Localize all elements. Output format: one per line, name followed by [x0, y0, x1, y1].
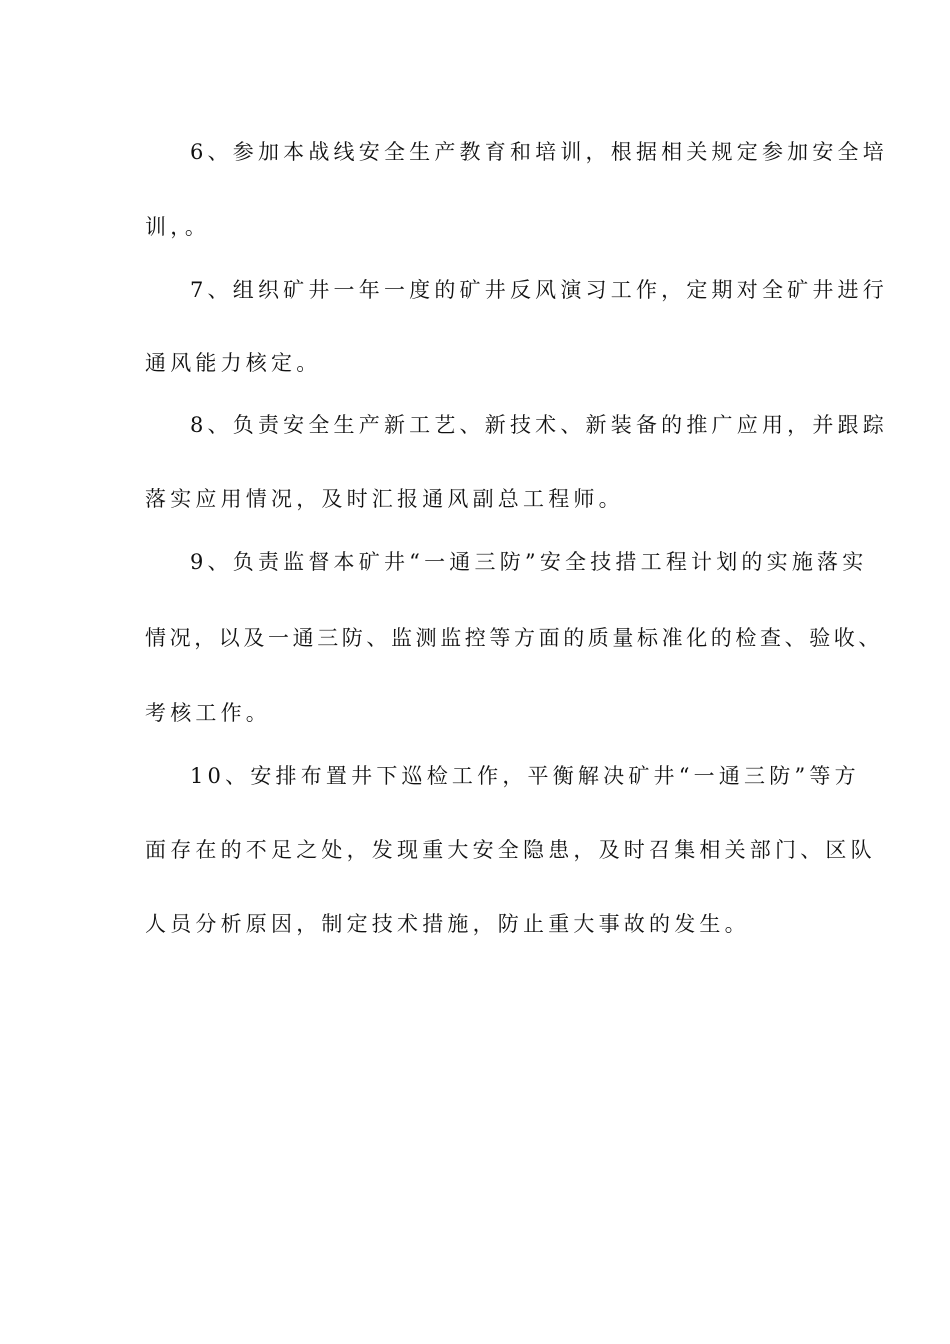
paragraph-10-line-3: 人员分析原因，制定技术措施，防止重大事故的发生。	[145, 912, 750, 936]
paragraph-8-line-1: 8、负责安全生产新工艺、新技术、新装备的推广应用，并跟踪	[190, 413, 888, 437]
paragraph-10-line-1: 10、安排布置井下巡检工作，平衡解决矿井“一通三防”等方	[190, 764, 860, 788]
paragraph-10-line-2: 面存在的不足之处，发现重大安全隐患，及时召集相关部门、区队	[145, 838, 876, 862]
paragraph-8-line-2: 落实应用情况，及时汇报通风副总工程师。	[145, 487, 624, 511]
paragraph-9-line-2: 情况，以及一通三防、监测监控等方面的质量标准化的检查、验收、	[145, 626, 883, 650]
paragraph-9-line-3: 考核工作。	[145, 701, 271, 725]
paragraph-9-line-1: 9、负责监督本矿井“一通三防”安全技措工程计划的实施落实	[190, 550, 868, 574]
paragraph-7-line-2: 通风能力核定。	[145, 351, 322, 375]
paragraph-7-line-1: 7、组织矿井一年一度的矿井反风演习工作，定期对全矿井进行	[190, 278, 888, 302]
paragraph-6-line-1: 6、参加本战线安全生产教育和培训，根据相关规定参加安全培	[190, 140, 888, 164]
paragraph-6-line-2: 训，。	[145, 215, 211, 239]
